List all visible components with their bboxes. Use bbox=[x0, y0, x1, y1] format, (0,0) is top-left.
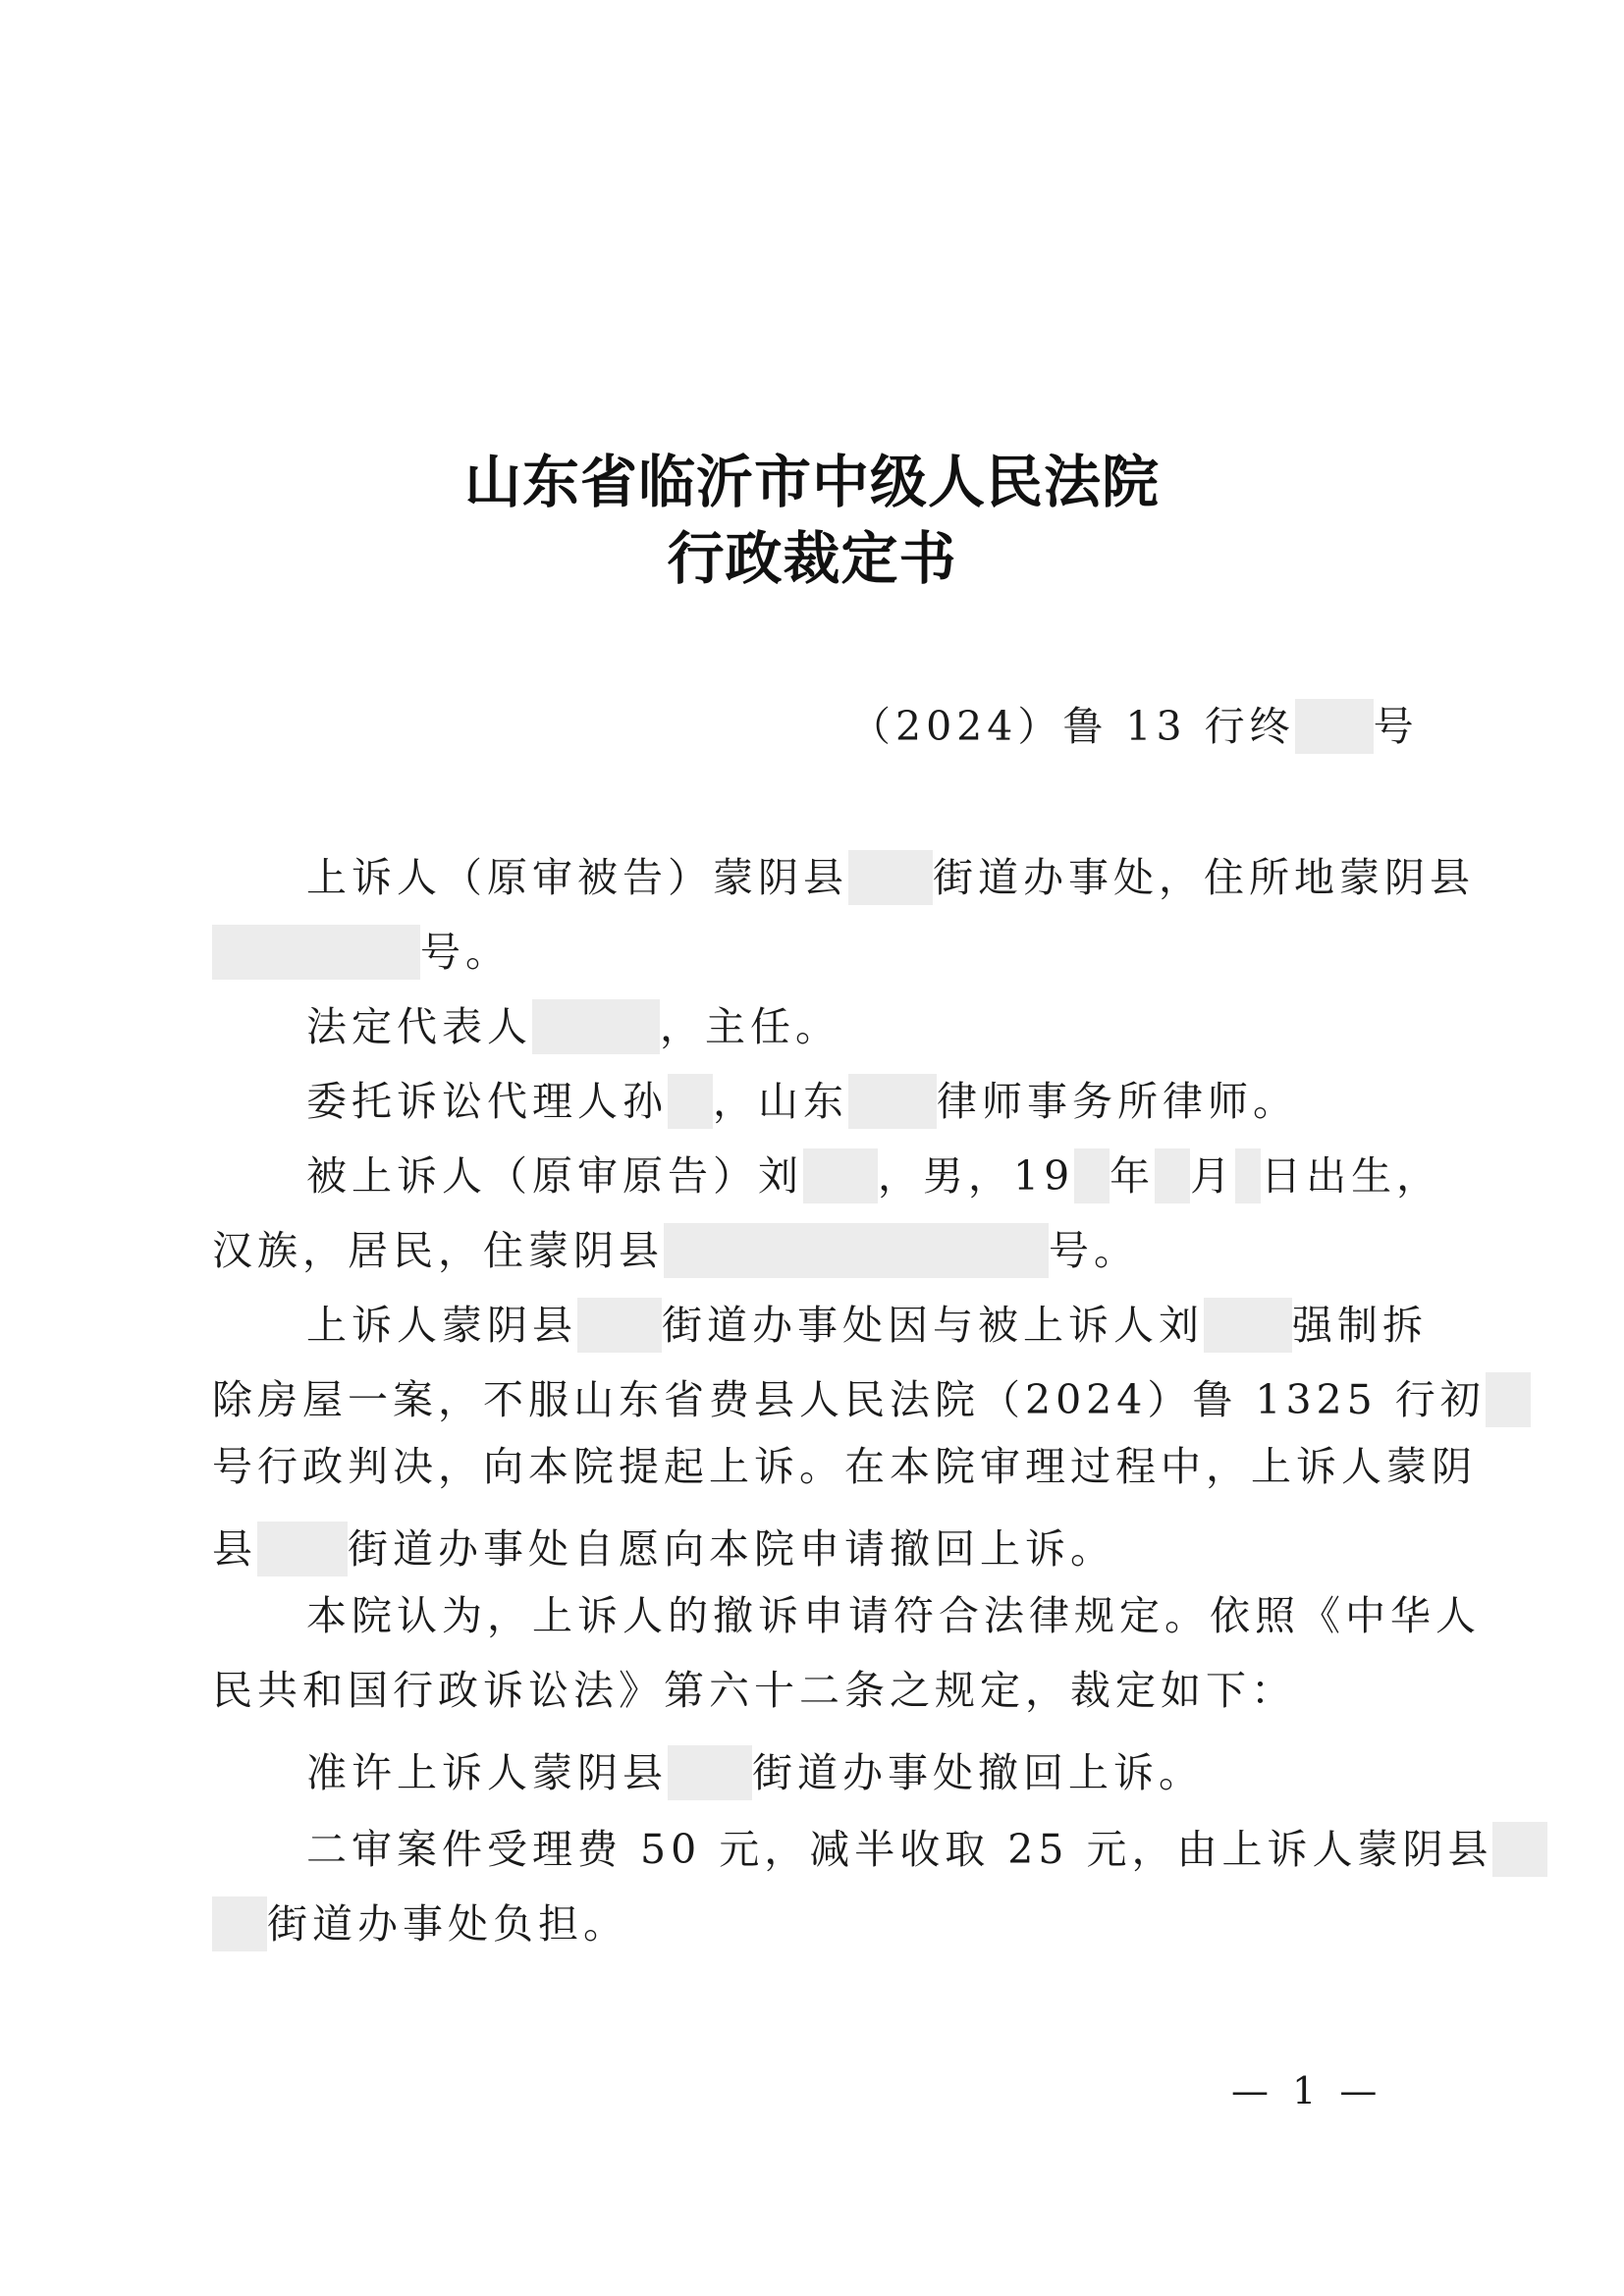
court-title: 山东省临沂市中级人民法院 bbox=[463, 449, 1160, 515]
text-run: 号。 bbox=[1049, 1227, 1139, 1274]
paragraph-case-line3 bbox=[212, 1443, 1477, 1490]
redacted-block bbox=[664, 1223, 1049, 1278]
redacted-block bbox=[257, 1522, 348, 1576]
text-run: 委托诉讼代理人孙 bbox=[306, 1078, 668, 1125]
redacted-block bbox=[1235, 1148, 1261, 1203]
paragraph-case-line4 bbox=[212, 1522, 1115, 1576]
paragraph-appellee-line2 bbox=[212, 1223, 1139, 1278]
text-run: 本院认为，上诉人的撤诉申请符合法律规定。依照《中华人 bbox=[306, 1592, 1481, 1639]
text-run: 号行政判决，向本院提起上诉。在本院审理过程中，上诉人蒙阴 bbox=[212, 1443, 1477, 1490]
redacted-block bbox=[1074, 1148, 1110, 1203]
text-run: 街道办事处因与被上诉人刘 bbox=[662, 1302, 1204, 1349]
paragraph-appellant-line1 bbox=[306, 850, 1475, 905]
paragraph-reasoning-line1 bbox=[306, 1592, 1481, 1639]
text-run: 律师事务所律师。 bbox=[937, 1078, 1298, 1125]
text-run: 强制拆 bbox=[1292, 1302, 1428, 1349]
paragraph-case-line2 bbox=[212, 1372, 1531, 1427]
paragraph-reasoning-line2 bbox=[212, 1667, 1296, 1714]
text-run: 街道办事处，住所地蒙阴县 bbox=[933, 854, 1475, 901]
redacted-block bbox=[1295, 699, 1374, 754]
redacted-block bbox=[803, 1148, 878, 1203]
redacted-block bbox=[1492, 1822, 1547, 1877]
text-run: 被上诉人（原审原告）刘 bbox=[306, 1152, 803, 1200]
paragraph-appellant-line2 bbox=[212, 925, 511, 980]
paragraph-case-line1 bbox=[306, 1298, 1428, 1353]
redacted-block bbox=[212, 925, 420, 980]
redacted-block bbox=[1155, 1148, 1190, 1203]
paragraph-appellee-line1 bbox=[306, 1148, 1441, 1203]
redacted-block bbox=[1204, 1298, 1292, 1353]
text-run: 街道办事处负担。 bbox=[267, 1900, 628, 1948]
text-run: 县 bbox=[212, 1525, 257, 1573]
redacted-block bbox=[212, 1896, 267, 1951]
text-run: ，山东 bbox=[713, 1078, 848, 1125]
text-run: 除房屋一案，不服山东省费县人民法院（2024）鲁 1325 行初 bbox=[212, 1376, 1486, 1423]
text-run: 月 bbox=[1190, 1152, 1236, 1200]
text-run: ，主任。 bbox=[660, 1003, 840, 1050]
redacted-block bbox=[668, 1745, 752, 1800]
text-run: 日出生， bbox=[1261, 1152, 1442, 1200]
case-number-prefix: （2024）鲁 13 行终 bbox=[850, 703, 1295, 750]
text-run: 上诉人（原审被告）蒙阴县 bbox=[306, 854, 848, 901]
redacted-block bbox=[668, 1074, 713, 1129]
document-type-title: 行政裁定书 bbox=[667, 525, 957, 592]
text-run: 准许上诉人蒙阴县 bbox=[306, 1749, 668, 1796]
redacted-block bbox=[577, 1298, 662, 1353]
text-run: 号。 bbox=[420, 929, 511, 976]
text-run: 上诉人蒙阴县 bbox=[306, 1302, 577, 1349]
redacted-block bbox=[848, 850, 933, 905]
paragraph-legal-rep bbox=[306, 999, 840, 1054]
text-run: 街道办事处撤回上诉。 bbox=[752, 1749, 1204, 1796]
redacted-block bbox=[1486, 1372, 1531, 1427]
redacted-block bbox=[532, 999, 660, 1054]
text-run: ，男，19 bbox=[878, 1152, 1075, 1200]
redacted-block bbox=[848, 1074, 937, 1129]
paragraph-fees-line2 bbox=[212, 1896, 628, 1951]
text-run: 二审案件受理费 50 元，减半收取 25 元，由上诉人蒙阴县 bbox=[306, 1826, 1493, 1873]
text-run: 民共和国行政诉讼法》第六十二条之规定，裁定如下： bbox=[212, 1667, 1296, 1714]
text-run: 法定代表人 bbox=[306, 1003, 532, 1050]
paragraph-agent bbox=[306, 1074, 1298, 1129]
text-run: 汉族，居民，住蒙阴县 bbox=[212, 1227, 664, 1274]
case-number bbox=[850, 699, 1419, 754]
text-run: 街道办事处自愿向本院申请撤回上诉。 bbox=[348, 1525, 1115, 1573]
text-run: 年 bbox=[1110, 1152, 1156, 1200]
paragraph-ruling bbox=[306, 1745, 1204, 1800]
paragraph-fees-line1 bbox=[306, 1822, 1547, 1877]
page-number: — 1 — bbox=[1231, 2069, 1383, 2112]
case-number-suffix: 号 bbox=[1373, 703, 1419, 750]
